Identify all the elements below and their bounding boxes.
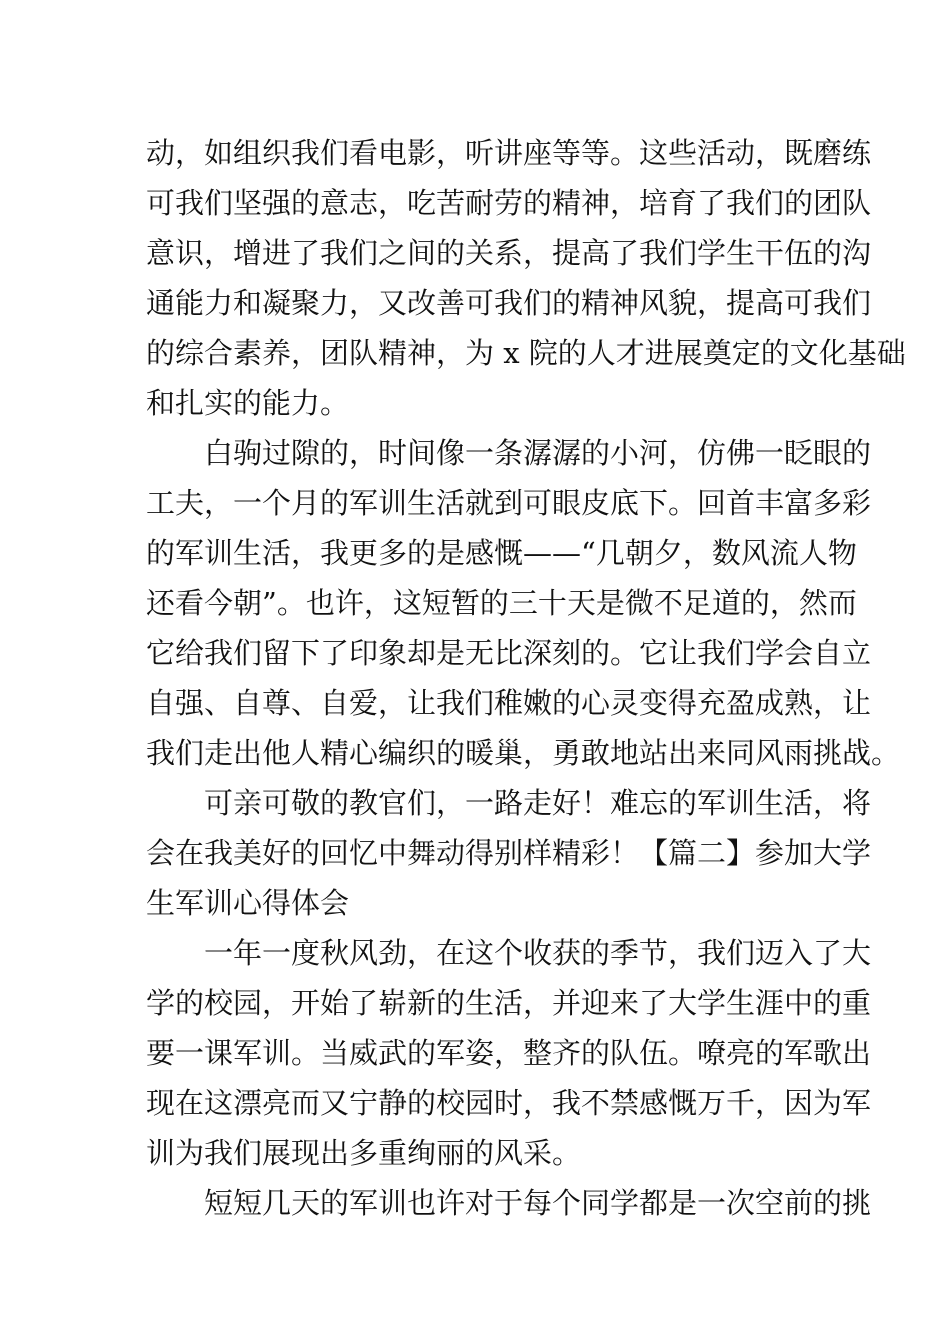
text-line: 还看今朝”。也许，这短暂的三十天是微不足道的，然而 bbox=[146, 586, 857, 620]
text-line: 生军训心得体会 bbox=[146, 886, 350, 920]
text-line: 的综合素养，团队精神，为 x 院的人才进展奠定的文化基础 bbox=[146, 336, 906, 370]
text-line: 的军训生活，我更多的是感慨——“几朝夕，数风流人物 bbox=[146, 536, 857, 570]
text-line: 它给我们留下了印象却是无比深刻的。它让我们学会自立 bbox=[146, 636, 872, 670]
text-line: 训为我们展现出多重绚丽的风采。 bbox=[146, 1136, 582, 1170]
text-line: 意识，增进了我们之间的关系，提高了我们学生干伍的沟 bbox=[146, 236, 872, 270]
text-line: 学的校园，开始了崭新的生活，并迎来了大学生涯中的重 bbox=[146, 986, 872, 1020]
text-line: 现在这漂亮而又宁静的校园时，我不禁感慨万千，因为军 bbox=[146, 1086, 872, 1120]
text-line: 可亲可敬的教官们，一路走好！难忘的军训生活，将 bbox=[204, 786, 872, 820]
text-line: 动，如组织我们看电影，听讲座等等。这些活动，既磨练 bbox=[146, 136, 872, 170]
text-line: 工夫，一个月的军训生活就到可眼皮底下。回首丰富多彩 bbox=[146, 486, 872, 520]
text-line: 要一课军训。当威武的军姿，整齐的队伍。嘹亮的军歌出 bbox=[146, 1036, 872, 1070]
text-line: 可我们坚强的意志，吃苦耐劳的精神，培育了我们的团队 bbox=[146, 186, 872, 220]
text-line: 我们走出他人精心编织的暖巢，勇敢地站出来同风雨挑战。 bbox=[146, 736, 901, 770]
text-line: 自强、自尊、自爱，让我们稚嫩的心灵变得充盈成熟，让 bbox=[146, 686, 872, 720]
text-line: 白驹过隙的，时间像一条潺潺的小河，仿佛一眨眼的 bbox=[204, 436, 872, 470]
text-line: 会在我美好的回忆中舞动得别样精彩！【篇二】参加大学 bbox=[146, 836, 872, 870]
text-line: 通能力和凝聚力，又改善可我们的精神风貌，提高可我们 bbox=[146, 286, 872, 320]
text-line: 短短几天的军训也许对于每个同学都是一次空前的挑 bbox=[204, 1186, 872, 1220]
text-line: 和扎实的能力。 bbox=[146, 386, 350, 420]
text-line: 一年一度秋风劲，在这个收获的季节，我们迈入了大 bbox=[204, 936, 872, 970]
body-text bbox=[146, 128, 906, 1228]
